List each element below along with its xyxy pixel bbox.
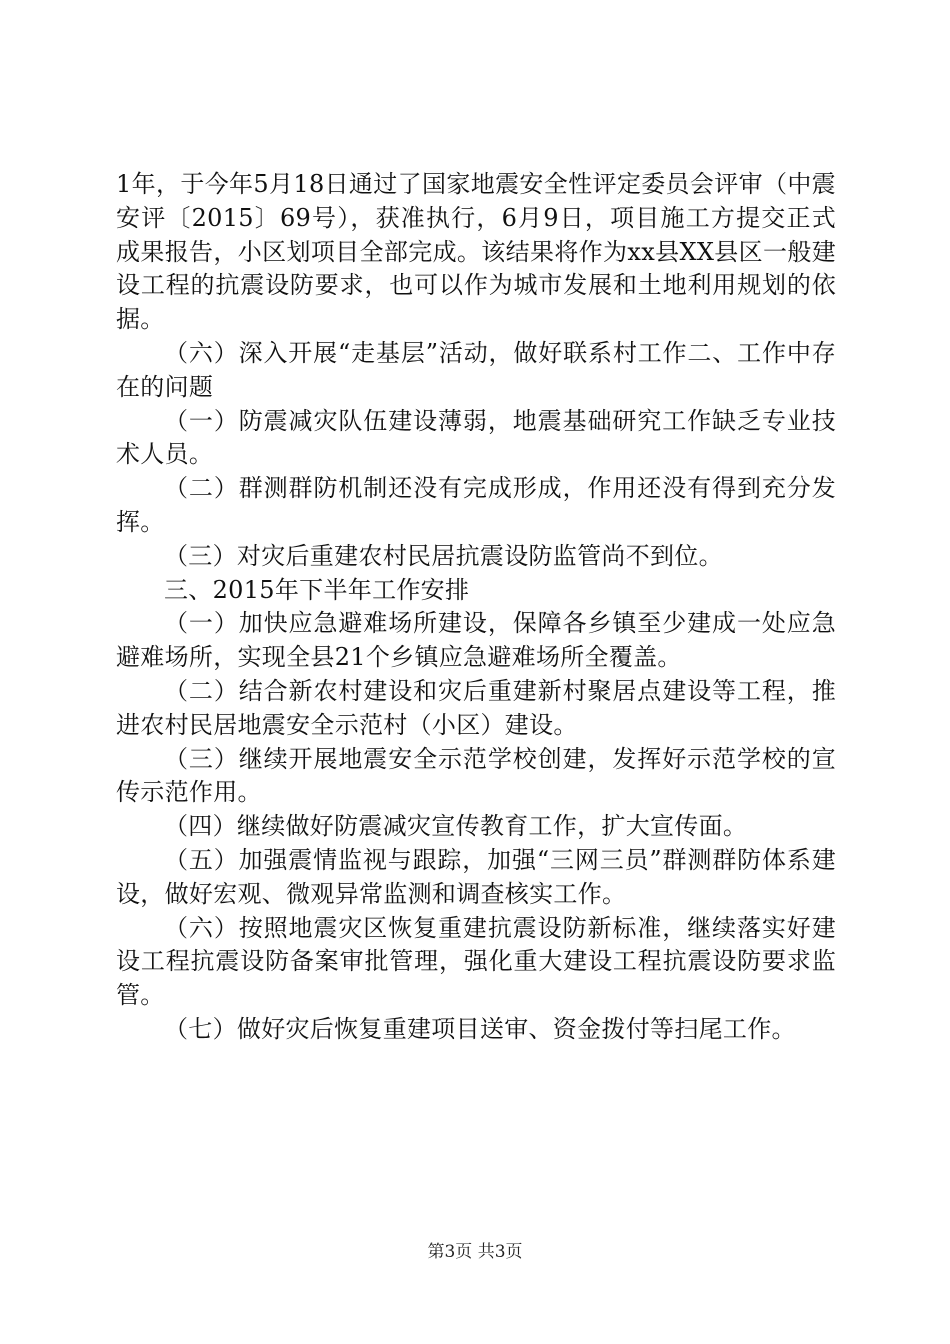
paragraph-item: （六）深入开展“走基层”活动，做好联系村工作二、工作中存在的问题 — [116, 338, 836, 401]
paragraph-item: （一）防震减灾队伍建设薄弱，地震基础研究工作缺乏专业技术人员。 — [116, 406, 836, 469]
paragraph-item: （一）加快应急避难场所建设，保障各乡镇至少建成一处应急避难场所，实现全县21个乡镇应急避难场所全覆盖。 — [116, 609, 836, 672]
paragraph-item: （三）对灾后重建农村民居抗震设防监管尚不到位。 — [164, 541, 723, 570]
section-heading: 三、2015年下半年工作安排 — [164, 575, 470, 604]
paragraph-item: （七）做好灾后恢复重建项目送审、资金拨付等扫尾工作。 — [164, 1014, 796, 1043]
document-body — [116, 168, 836, 1047]
page-number-footer: 第3页 共3页 — [427, 1242, 523, 1262]
paragraph-item: （六）按照地震灾区恢复重建抗震设防新标准，继续落实好建设工程抗震设防备案审批管理，强化重大建设工程抗震设防要求监管。 — [116, 913, 836, 1010]
paragraph-continuation: 1年，于今年5月18日通过了国家地震安全性评定委员会评审（中震安评〔2015〕69号），获准执行，6月9日，项目施工方提交正式成果报告，小区划项目全部完成。该结果将作为xx县XX县区一般建设工程的抗震设防要求，也可以作为城市发展和土地利用规划的依据。 — [116, 170, 836, 334]
paragraph-item: （二）群测群防机制还没有完成形成，作用还没有得到充分发挥。 — [116, 474, 836, 536]
paragraph-item: （三）继续开展地震安全示范学校创建，发挥好示范学校的宣传示范作用。 — [116, 744, 836, 807]
paragraph-item: （五）加强震情监视与跟踪，加强“三网三员”群测群防体系建设，做好宏观、微观异常监测和调查核实工作。 — [116, 845, 836, 908]
paragraph-item: （二）结合新农村建设和灾后重建新村聚居点建设等工程，推进农村民居地震安全示范村（小区）建设。 — [116, 676, 836, 739]
paragraph-item: （四）继续做好防震减灾宣传教育工作，扩大宣传面。 — [164, 812, 748, 841]
